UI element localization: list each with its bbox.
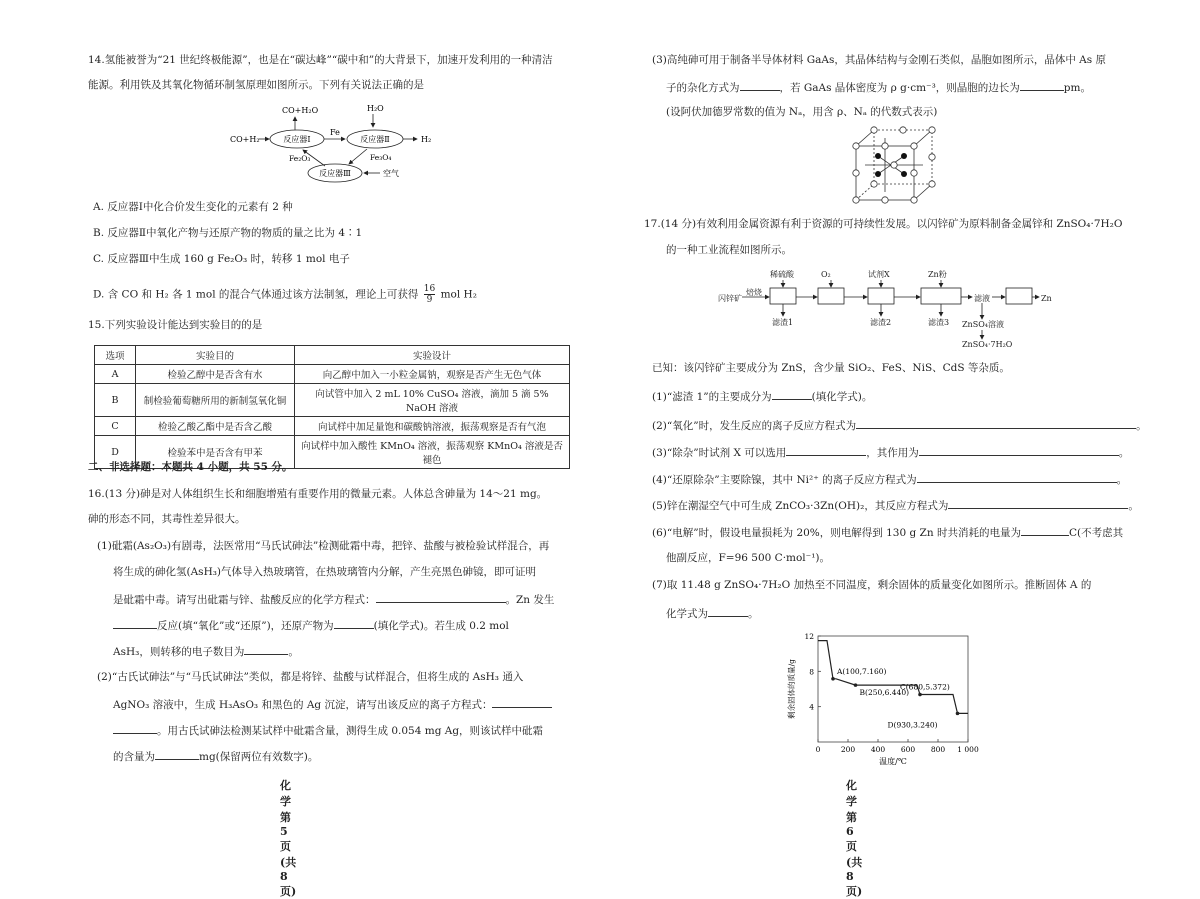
text: ，其作用为 xyxy=(866,447,919,459)
table-row xyxy=(95,384,570,417)
diagram-h2: H₂ xyxy=(421,135,432,144)
text: AgNO₃ 溶液中，生成 H₃AsO₃ 和黑色的 Ag 沉淀，请写出该反应的离子方程式： xyxy=(113,699,493,711)
q16-part3-line3: (设阿伏加德罗常数的值为 Nₐ，用含 ρ、Nₐ 的代数式表示) xyxy=(666,106,938,118)
x-tick-label: 0 xyxy=(815,745,821,754)
q15-table xyxy=(94,345,570,469)
answer-blank[interactable] xyxy=(948,497,1128,509)
text: 是砒霜中毒。请写出砒霜与锌、盐酸反应的化学方程式： xyxy=(113,594,376,606)
answer-blank[interactable] xyxy=(113,722,157,734)
mass-curve xyxy=(818,641,968,714)
data-point xyxy=(956,712,960,716)
answer-blank[interactable] xyxy=(1021,524,1069,536)
q17-stem-line2: 的一种工业流程如图所示。 xyxy=(666,244,792,256)
q17-sub6-line2: 他副反应，F=96 500 C·mol⁻¹)。 xyxy=(666,552,831,564)
reactor2-label: 反应器Ⅱ xyxy=(360,135,390,144)
q14-option-c[interactable]: C. 反应器Ⅲ中生成 160 g Fe₂O₃ 时，转移 1 mol 电子 xyxy=(93,253,350,265)
q14-stem-line1: 14.氢能被誉为“21 世纪终极能源”，也是在“碳达峰”“碳中和”的大背景下，加速开发利用的一种清洁 xyxy=(88,54,553,66)
q16-part3-line2 xyxy=(666,79,1091,95)
q16-part2-line1: (2)“古氏试砷法”与“马氏试砷法”类似，都是将锌、盐酸与试样混合，但将生成的 AsH₃ 通入 xyxy=(97,671,524,683)
q14-option-d-text: D. 含 CO 和 H₂ 各 1 mol 的混合气体通过该方法制氢，理论上可获得 xyxy=(93,288,419,301)
data-label: C(680,5.372) xyxy=(900,682,950,692)
table-header: 实验目的 xyxy=(136,346,295,365)
x-tick-label: 200 xyxy=(840,745,856,754)
y-tick-label: 8 xyxy=(809,667,814,677)
table-cell: 检验苯中是否含有甲苯 xyxy=(136,436,295,469)
text: AsH₃，则转移的电子数目为 xyxy=(113,646,245,658)
flow-acid: 稀硫酸 xyxy=(770,270,794,279)
data-label: A(100,7.160) xyxy=(837,666,887,676)
table-cell: B xyxy=(95,384,136,417)
q17-sub5 xyxy=(652,497,1139,513)
y-tick-label: 12 xyxy=(804,632,814,641)
flow-zn-powder: Zn粉 xyxy=(928,270,947,279)
x-axis-label: 温度/℃ xyxy=(879,757,907,766)
q16-part2-line2 xyxy=(113,696,552,712)
answer-blank[interactable] xyxy=(492,696,552,708)
page-footer-left: 化学 第 5 页(共 8 页) xyxy=(280,779,297,898)
q17-sub1 xyxy=(652,388,872,404)
process-flow-diagram xyxy=(718,268,1068,353)
table-row xyxy=(95,417,570,436)
flow-start: 闪锌矿 xyxy=(718,294,742,303)
q16-part1-line1: (1)砒霜(As₂O₃)有剧毒，法医常用“马氏试砷法”检测砒霜中毒，把锌、盐酸与被检验试样混合，再 xyxy=(97,540,550,552)
answer-blank[interactable] xyxy=(376,591,506,603)
q17-sub6-line1 xyxy=(652,524,1123,540)
q14-option-d[interactable] xyxy=(93,284,477,305)
q17-sub7-line1: (7)取 11.48 g ZnSO₄·7H₂O 加热至不同温度，剩余固体的质量变化如图所示。推断固体 A 的 xyxy=(652,579,1092,591)
table-cell: D xyxy=(95,436,136,469)
q16-part3-line1: (3)高纯砷可用于制备半导体材料 GaAs，其晶体结构与金刚石类似，晶胞如图所示，晶体中 As 原 xyxy=(652,54,1106,66)
diagram-fe3o4: Fe₃O₄ xyxy=(370,153,392,162)
hydrogen-cycle-diagram xyxy=(225,98,465,188)
text: 。Zn 发生 xyxy=(505,594,555,606)
table-cell: 检验乙醇中是否含有水 xyxy=(136,365,295,384)
data-point xyxy=(831,677,835,681)
flow-residue1: 滤渣1 xyxy=(772,318,794,327)
answer-blank[interactable] xyxy=(772,388,812,400)
table-cell: 向试样中加足量饱和碳酸钠溶液，振荡观察是否有气泡 xyxy=(295,417,570,436)
data-label: D(930,3.240) xyxy=(887,720,938,730)
text: 。 xyxy=(1118,447,1130,459)
text: 。 xyxy=(1128,500,1139,512)
text: 反应(填“氧化”或“还原”)，还原产物为 xyxy=(157,620,334,632)
q16-part2-line4 xyxy=(113,748,318,764)
flow-zn-product: Zn xyxy=(1041,294,1052,303)
text: 。 xyxy=(1136,420,1147,432)
diagram-co-h2o: CO+H₂O xyxy=(282,106,319,115)
crystal-cell-diagram xyxy=(848,126,940,204)
q17-stem-line1: 17.(14 分)有效利用金属资源有利于资源的可持续性发展。以闪锌矿为原料制备金属锌和 ZnSO₄·7H₂O xyxy=(644,218,1123,230)
mass-temperature-chart xyxy=(782,628,992,768)
answer-blank[interactable] xyxy=(917,471,1117,483)
text: ，若 GaAs 晶体密度为 ρ g·cm⁻³，则晶胞的边长为 xyxy=(779,82,1020,94)
q16-part1-line4 xyxy=(113,617,509,633)
table-cell: C xyxy=(95,417,136,436)
flow-reagent-x: 试剂X xyxy=(868,270,890,279)
text: 。 xyxy=(1116,474,1128,486)
text: 。 xyxy=(288,646,299,658)
reactor1-label: 反应器Ⅰ xyxy=(283,135,311,144)
text: 化学式为 xyxy=(666,608,708,620)
table-header: 选项 xyxy=(95,346,136,365)
q16-part1-line2: 将生成的砷化氢(AsH₃)气体导入热玻璃管，在热玻璃管内分解，产生亮黑色砷镜，即可证明 xyxy=(113,566,537,578)
section-heading: 二、非选择题：本题共 4 小题，共 55 分。 xyxy=(88,461,293,473)
table-cell: 检验乙酸乙酯中是否含乙酸 xyxy=(136,417,295,436)
q15-stem: 15.下列实验设计能达到实验目的的是 xyxy=(88,319,263,331)
q17-known: 已知：该闪锌矿主要成分为 ZnS，含少量 SiO₂、FeS、NiS、CdS 等杂质。 xyxy=(652,362,1010,374)
x-tick-label: 800 xyxy=(930,745,946,754)
text: 。 xyxy=(748,608,759,620)
q17-sub3 xyxy=(652,444,1129,460)
data-label: B(250,6.440) xyxy=(859,688,910,698)
text: (2)“氧化”时，发生反应的离子反应方程式为 xyxy=(652,420,857,432)
text: (填化学式)。若生成 0.2 mol xyxy=(373,620,509,632)
flow-filtrate: 滤液 xyxy=(974,294,990,303)
answer-blank[interactable] xyxy=(856,417,1136,429)
fraction-numerator: 16 xyxy=(423,284,436,294)
answer-blank[interactable] xyxy=(334,617,374,629)
flow-znso4-crystal: ZnSO₄·7H₂O xyxy=(962,340,1013,349)
flow-o2: O₂ xyxy=(821,270,831,279)
text: (4)“还原除杂”主要除镍，其中 Ni²⁺ 的离子反应方程式为 xyxy=(652,474,917,486)
q16-part1-line3 xyxy=(113,591,554,607)
y-tick-label: 4 xyxy=(809,702,814,712)
x-tick-label: 400 xyxy=(870,745,886,754)
x-tick-label: 600 xyxy=(900,745,916,754)
q17-sub2 xyxy=(652,417,1147,433)
text: pm。 xyxy=(1063,82,1091,94)
table-header: 实验设计 xyxy=(295,346,570,365)
answer-blank[interactable] xyxy=(919,444,1119,456)
diagram-feed: CO+H₂ xyxy=(230,135,260,144)
table-header-row xyxy=(95,346,570,365)
text: 子的杂化方式为 xyxy=(666,82,740,94)
diagram-fe2o3: Fe₂O₃ xyxy=(289,154,311,163)
fraction-denominator: 9 xyxy=(426,295,433,305)
text: (6)“电解”时，假设电量损耗为 20%，则电解得到 130 g Zn 时共消耗的电量为 xyxy=(652,527,1021,539)
q14-option-a[interactable]: A. 反应器Ⅰ中化合价发生变化的元素有 2 种 xyxy=(93,201,293,213)
flow-residue3: 滤渣3 xyxy=(928,318,950,327)
text: 。用古氏试砷法检测某试样中砒霜含量，测得生成 0.054 mg Ag，则该试样中砒霜 xyxy=(157,725,544,737)
q14-option-d-unit: mol H₂ xyxy=(440,288,477,301)
q16-part2-line3 xyxy=(113,722,543,738)
text: (5)锌在潮湿空气中可生成 ZnCO₃·3Zn(OH)₂，其反应方程式为 xyxy=(652,500,949,512)
q17-sub4 xyxy=(652,471,1127,487)
text: (1)“滤渣 1”的主要成分为 xyxy=(652,391,772,403)
page-footer-right: 化学 第 6 页(共 8 页) xyxy=(846,779,863,898)
q14-stem-line2: 能源。利用铁及其氧化物循环制氢原理如图所示。下列有关说法正确的是 xyxy=(88,79,424,91)
table-row xyxy=(95,365,570,384)
answer-blank[interactable] xyxy=(1020,79,1064,91)
diagram-air: 空气 xyxy=(383,169,399,178)
diagram-h2o: H₂O xyxy=(367,104,384,113)
text: C(不考虑其 xyxy=(1068,527,1124,539)
q16-stem-line2: 砷的形态不同，其毒性差异很大。 xyxy=(88,513,246,525)
text: (填化学式)。 xyxy=(811,391,873,403)
answer-blank[interactable] xyxy=(786,444,866,456)
data-point xyxy=(918,693,922,697)
flow-residue2: 滤渣2 xyxy=(870,318,892,327)
text: mg(保留两位有效数字)。 xyxy=(199,751,319,763)
answer-blank[interactable] xyxy=(708,605,748,617)
q14-option-b[interactable]: B. 反应器Ⅱ中氧化产物与还原产物的物质的量之比为 4∶1 xyxy=(93,227,363,239)
y-axis-label: 剩余固体的质量/g xyxy=(787,659,796,719)
flow-znso4-solution: ZnSO₄溶液 xyxy=(962,320,1004,329)
q16-part1-line5 xyxy=(113,643,299,659)
table-cell: 向试样中加入酸性 KMnO₄ 溶液，振荡观察 KMnO₄ 溶液是否褪色 xyxy=(295,436,570,469)
text: 的含量为 xyxy=(113,751,155,763)
answer-blank[interactable] xyxy=(740,79,780,91)
table-cell: 向试管中加入 2 mL 10% CuSO₄ 溶液，滴加 5 滴 5% NaOH 溶液 xyxy=(295,384,570,417)
x-tick-label: 1 000 xyxy=(957,745,979,754)
reactor3-label: 反应器Ⅲ xyxy=(319,169,351,178)
data-point xyxy=(854,683,858,687)
q17-sub7-line2 xyxy=(666,605,759,621)
table-cell: A xyxy=(95,365,136,384)
q16-stem-line1: 16.(13 分)砷是对人体组织生长和细胞增殖有重要作用的微量元素。人体总含砷量为 14～21 mg。 xyxy=(88,488,548,500)
table-cell: 制检验葡萄糖所用的新制氢氧化铜 xyxy=(136,384,295,417)
answer-blank[interactable] xyxy=(244,643,288,655)
answer-blank[interactable] xyxy=(113,617,157,629)
answer-blank[interactable] xyxy=(155,748,199,760)
text: (3)“除杂”时试剂 X 可以选用 xyxy=(652,447,787,459)
table-cell: 向乙醇中加入一小粒金属钠，观察是否产生无色气体 xyxy=(295,365,570,384)
flow-grind: 焙烧 xyxy=(746,288,762,297)
fraction xyxy=(424,284,435,305)
diagram-fe: Fe xyxy=(330,128,340,137)
